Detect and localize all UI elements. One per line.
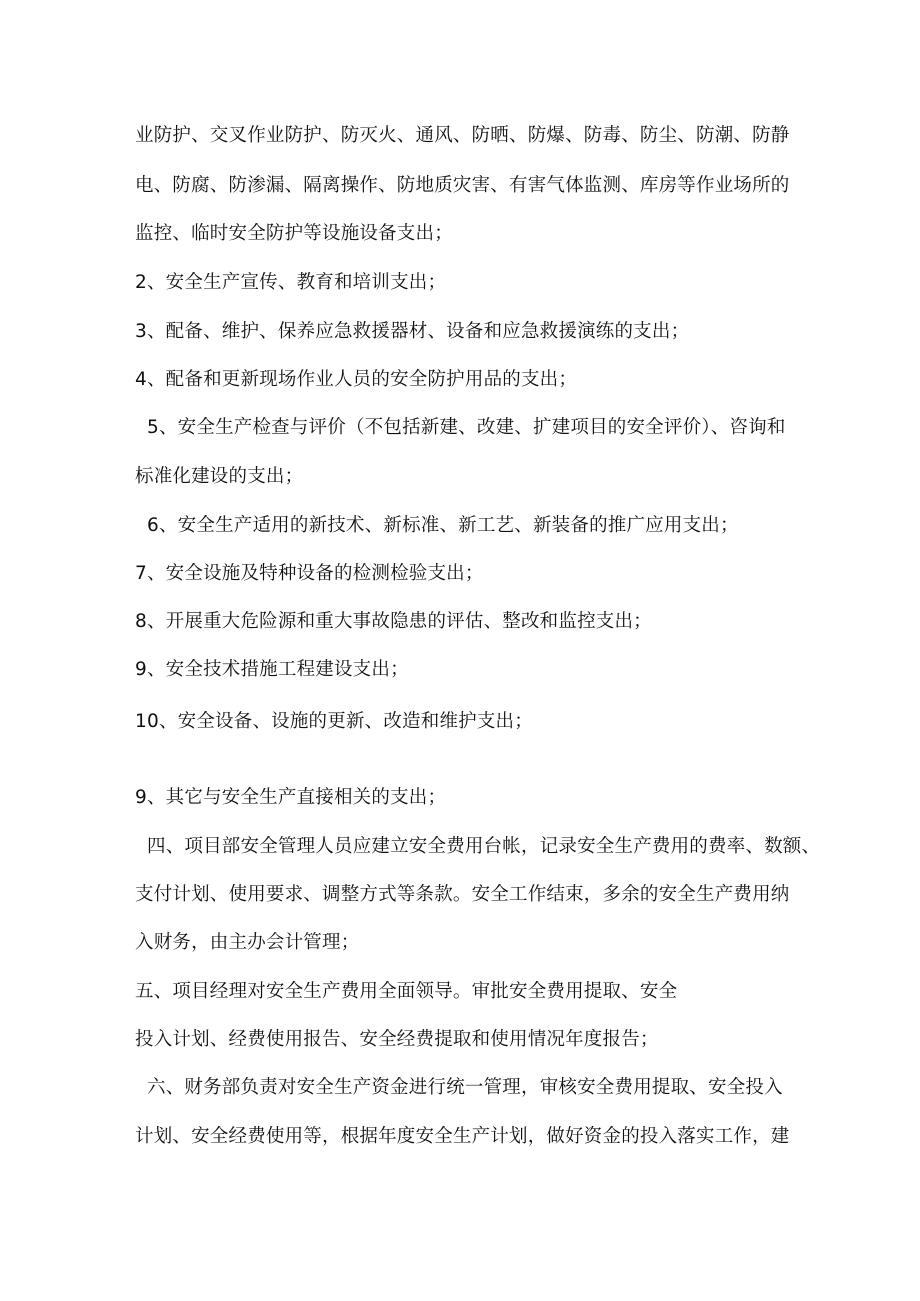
list-item-2: 2、安全生产宣传、教育和培训支出； [135,272,447,293]
text-line: 投入计划、经费使用报告、安全经费提取和使用情况年度报告； [135,1029,659,1050]
text-line: 电、防腐、防渗漏、隔离操作、防地质灾害、有害气体监测、库房等作业场所的 [135,175,790,196]
text-line: 标准化建设的支出； [135,466,304,487]
list-item-3: 3、配备、维护、保养应急救援器材、设备和应急救援演练的支出； [135,321,690,342]
list-item-9: 9、安全技术措施工程建设支出； [135,659,409,680]
text-line: 入财务，由主办会计管理； [135,932,360,953]
section-six: 六、财务部负责对安全生产资金进行统一管理，审核安全费用提取、安全投入 [147,1077,783,1098]
list-item-6: 6、安全生产适用的新技术、新标准、新工艺、新装备的推广应用支出； [147,515,739,536]
text-line: 计划、安全经费使用等，根据年度安全生产计划，做好资金的投入落实工作，建 [135,1126,790,1147]
section-four: 四、项目部安全管理人员应建立安全费用台帐，记录安全生产费用的费率、数额、 [147,836,821,857]
list-item-5: 5、安全生产检查与评价（不包括新建、改建、扩建项目的安全评价）、咨询和 [147,417,786,438]
list-item-7: 7、安全设施及特种设备的检测检验支出； [135,563,484,584]
text-line: 支付计划、使用要求、调整方式等条款。安全工作结束，多余的安全生产费用纳 [135,884,790,905]
list-item-8: 8、开展重大危险源和重大事故隐患的评估、整改和监控支出； [135,611,652,632]
section-five: 五、项目经理对安全生产费用全面领导。审批安全费用提取、安全 [135,981,678,1002]
list-item-4: 4、配备和更新现场作业人员的安全防护用品的支出； [135,369,578,390]
text-line: 业防护、交叉作业防护、防灭火、通风、防晒、防爆、防毒、防尘、防潮、防静 [135,125,790,146]
list-item-10: 10、安全设备、设施的更新、改造和维护支出； [135,711,533,732]
list-item-other: 9、其它与安全生产直接相关的支出； [135,787,447,808]
text-line: 监控、临时安全防护等设施设备支出； [135,223,453,244]
